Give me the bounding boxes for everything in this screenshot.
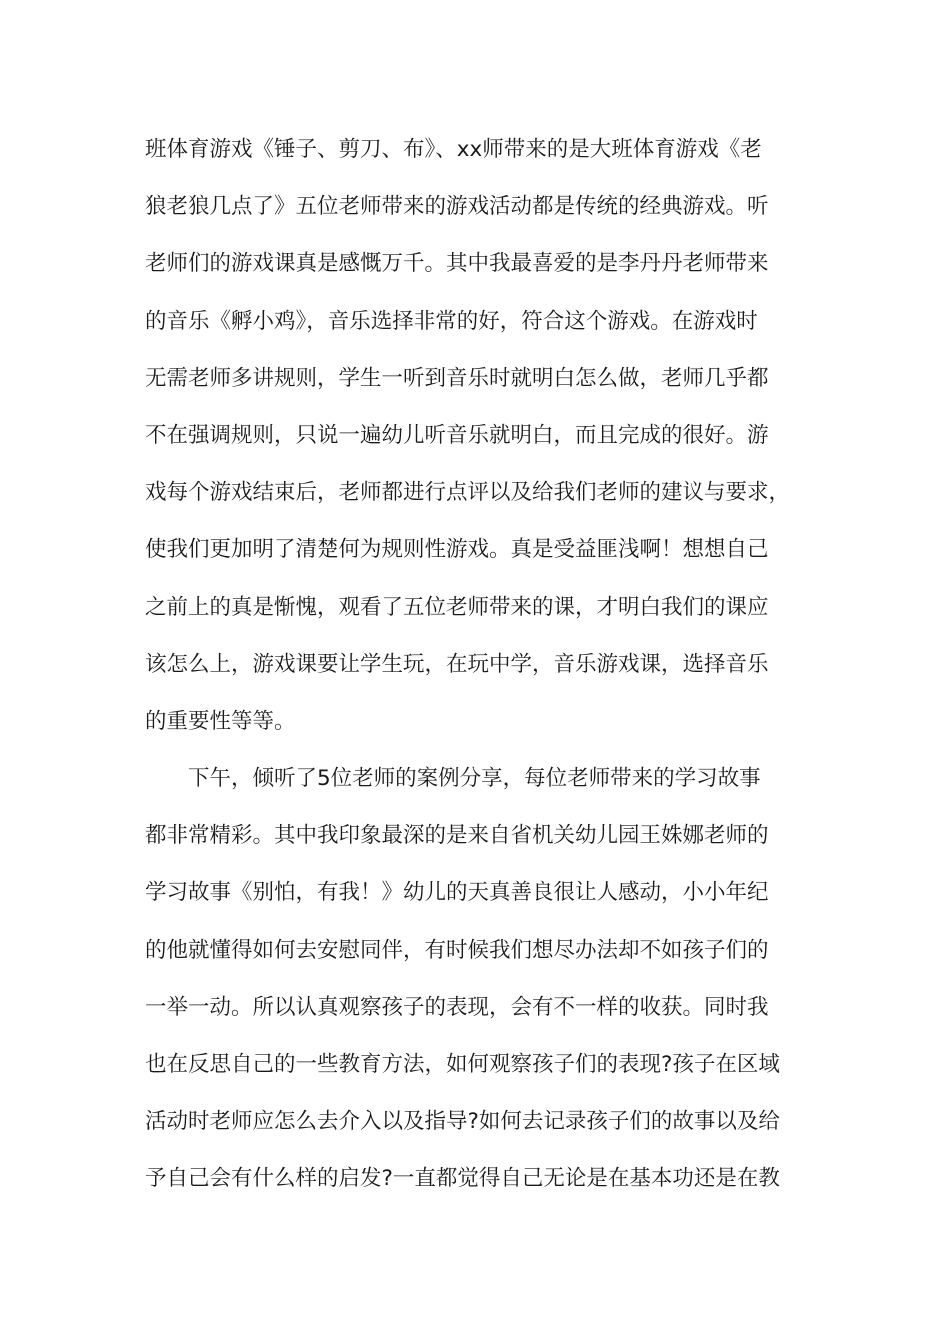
text-line: 老师们的游戏课真是感慨万千。其中我最喜爱的是李丹丹老师带来 [145,251,769,277]
text-line: 使我们更加明了清楚何为规则性游戏。真是受益匪浅啊！想想自己 [145,537,769,563]
text-line: 该怎么上，游戏课要让学生玩，在玩中学，音乐游戏课，选择音乐 [145,651,769,677]
text-line: 之前上的真是惭愧，观看了五位老师带来的课，才明白我们的课应 [145,594,769,620]
text-line: 一举一动。所以认真观察孩子的表现，会有不一样的收获。同时我 [145,994,769,1020]
text-line: 学习故事《别怕，有我！》幼儿的天真善良很让人感动，小小年纪 [145,880,769,906]
text-line: 狼老狼几点了》五位老师带来的游戏活动都是传统的经典游戏。听 [145,194,769,220]
text-line: 也在反思自己的一些教育方法，如何观察孩子们的表现?孩子在区域 [145,1052,780,1077]
text-line: 活动时老师应怎么去介入以及指导?如何去记录孩子们的故事以及给 [145,1109,780,1135]
text-line: 不在强调规则，只说一遍幼儿听音乐就明白，而且完成的很好。游 [145,422,769,448]
text-line: 都非常精彩。其中我印象最深的是来自省机关幼儿园王姝娜老师的 [145,823,769,849]
text-line: 的他就懂得如何去安慰同伴，有时候我们想尽办法却不如孩子们的 [145,937,769,963]
text-line: 无需老师多讲规则，学生一听到音乐时就明白怎么做，老师几乎都 [145,365,769,391]
text-line: 的音乐《孵小鸡》，音乐选择非常的好，符合这个游戏。在游戏时 [145,308,758,334]
text-line: 戏每个游戏结束后，老师都进行点评以及给我们老师的建议与要求， [145,480,791,506]
text-line: 班体育游戏《锤子、剪刀、布》、xx师带来的是大班体育游戏《老 [145,137,762,162]
text-line: 的重要性等等。 [145,708,296,734]
text-line: 下午，倾听了5位老师的案例分享，每位老师带来的学习故事 [145,766,761,792]
body-text [145,128,805,1215]
text-line: 予自己会有什么样的启发?一直都觉得自己无论是在基本功还是在教 [145,1166,780,1192]
